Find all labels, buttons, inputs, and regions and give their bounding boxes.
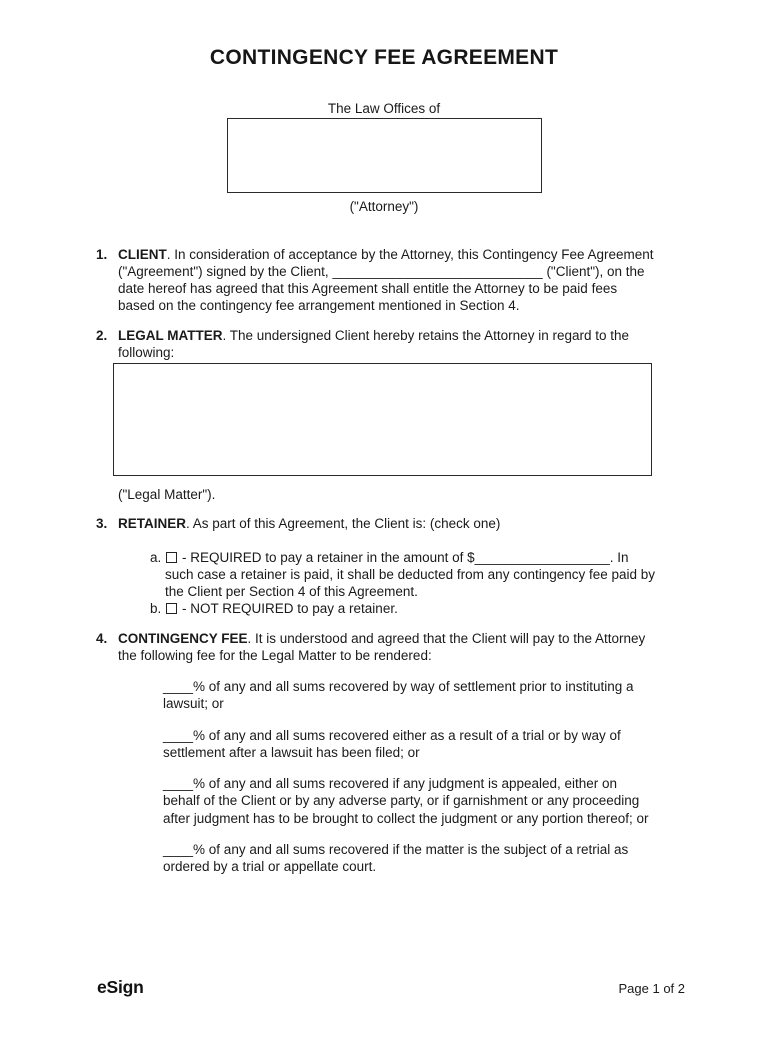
fee-option-appeal-text: % of any and all sums recovered if any judgment is appealed, either on behalf of the Client or by any adverse party, or if garnishment or any proceeding after judgment has to be brought to collect the judgment or any portion thereof; or bbox=[163, 776, 649, 826]
section-client-text-pre: . In consideration of acceptance by the Attorney, this Contingency Fee Agreement ("Agreement") signed by the Client, bbox=[118, 246, 654, 279]
fee-option-retrial-text: % of any and all sums recovered if the matter is the subject of a retrial as ordered by a trial or appellate court. bbox=[163, 841, 629, 874]
attorney-label: ("Attorney") bbox=[349, 199, 419, 215]
fee-option-trial bbox=[163, 727, 656, 762]
document-body bbox=[96, 246, 656, 876]
retainer-not-required-text bbox=[165, 600, 656, 617]
fee-option-settlement bbox=[163, 678, 656, 713]
document-page bbox=[0, 45, 768, 1039]
not-required-checkbox[interactable] bbox=[166, 603, 177, 614]
section-contingency-fee-heading: CONTINGENCY FEE bbox=[118, 630, 248, 646]
section-number: 4. bbox=[96, 630, 108, 646]
fee-percent-blank[interactable]: ____ bbox=[163, 841, 194, 857]
section-retainer-content bbox=[118, 515, 656, 617]
fee-option-appeal bbox=[163, 775, 656, 827]
section-number: 3. bbox=[96, 516, 108, 532]
section-retainer-text: . As part of this Agreement, the Client is: (check one) bbox=[186, 516, 501, 532]
fee-percent-blank[interactable]: ____ bbox=[163, 679, 194, 694]
page-indicator: Page 1 of 2 bbox=[618, 980, 685, 996]
fee-percent-blank[interactable]: ____ bbox=[163, 776, 194, 791]
section-client-heading: CLIENT bbox=[118, 246, 167, 262]
legal-matter-label: ("Legal Matter"). bbox=[118, 487, 216, 502]
document-title: CONTINGENCY FEE AGREEMENT bbox=[209, 46, 559, 69]
section-legal-matter-text: . The undersigned Client hereby retains the Attorney in regard to the following: bbox=[118, 327, 630, 360]
section-contingency-fee-content bbox=[118, 630, 656, 876]
section-contingency-fee-text: . It is understood and agreed that the Client will pay to the Attorney the following fee for the Legal Matter to be rendered: bbox=[118, 630, 646, 663]
section-retainer bbox=[96, 515, 656, 617]
section-retainer-heading: RETAINER bbox=[118, 516, 187, 532]
section-legal-matter-heading: LEGAL MATTER bbox=[118, 327, 223, 343]
attorney-name-box[interactable] bbox=[227, 118, 542, 193]
section-number: 1. bbox=[96, 246, 108, 262]
client-name-blank[interactable]: ____________________________ bbox=[332, 263, 543, 279]
retainer-required-text-post: . In such case a retainer is paid, it shall be deducted from any contingency fee paid by the Client per Section 4 of this Agreement. bbox=[165, 549, 656, 599]
page-footer bbox=[97, 976, 685, 997]
section-legal-matter-content bbox=[118, 327, 656, 504]
option-letter: b. bbox=[150, 601, 162, 617]
retainer-option-not-required bbox=[150, 600, 656, 617]
fee-option-trial-text: % of any and all sums recovered either as a result of a trial or by way of settlement after a lawsuit has been filed; or bbox=[163, 727, 621, 760]
section-contingency-fee bbox=[96, 630, 656, 876]
section-client-content bbox=[118, 246, 656, 315]
section-number: 2. bbox=[96, 327, 108, 343]
section-legal-matter bbox=[96, 327, 656, 504]
legal-matter-box[interactable] bbox=[113, 363, 652, 476]
retainer-option-required bbox=[150, 549, 656, 601]
fee-option-settlement-text: % of any and all sums recovered by way of settlement prior to instituting a lawsuit; or bbox=[163, 679, 634, 712]
retainer-required-text-pre: - REQUIRED to pay a retainer in the amount of $ bbox=[182, 549, 475, 565]
law-offices-label: The Law Offices of bbox=[327, 101, 441, 116]
required-checkbox[interactable] bbox=[166, 552, 177, 563]
retainer-amount-blank[interactable]: __________________ bbox=[474, 549, 610, 565]
section-client bbox=[96, 246, 656, 315]
option-letter: a. bbox=[150, 549, 162, 565]
fee-option-retrial bbox=[163, 841, 656, 876]
retainer-required-text bbox=[165, 549, 656, 601]
section-client-text-post: ("Client"), on the date hereof has agreed that this Agreement shall entitle the Attorney to be paid fees based on the contingency fee arrangement mentioned in Section 4. bbox=[118, 263, 645, 314]
esign-logo: eSign bbox=[97, 976, 144, 997]
fee-percent-blank[interactable]: ____ bbox=[163, 727, 194, 743]
retainer-not-required-label: - NOT REQUIRED to pay a retainer. bbox=[182, 601, 398, 617]
